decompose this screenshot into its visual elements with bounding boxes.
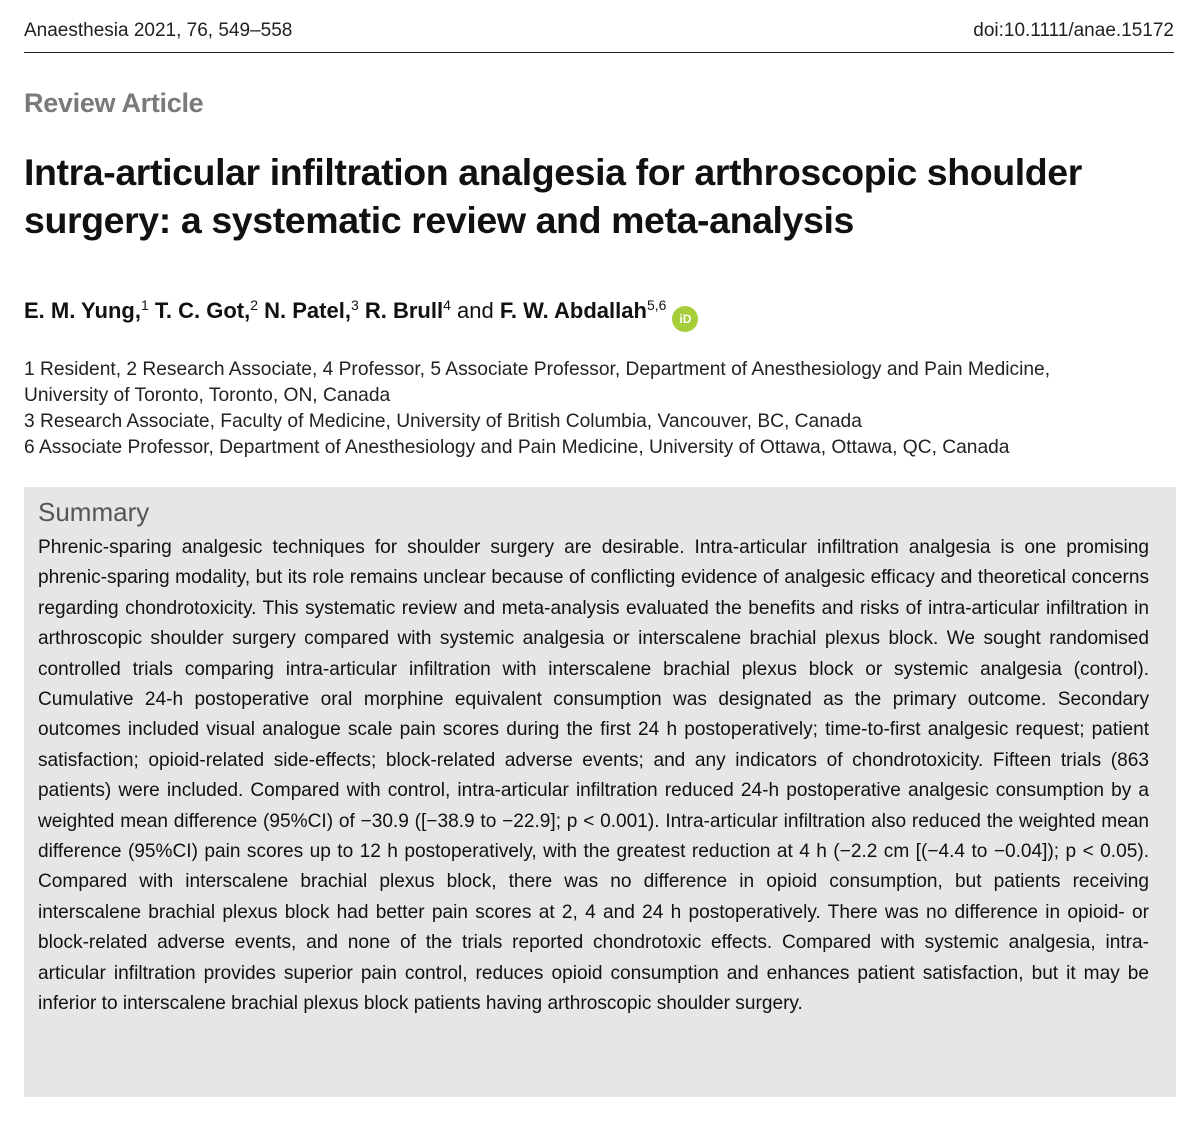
summary-heading: Summary xyxy=(38,497,150,527)
affiliation-line: 1 Resident, 2 Research Associate, 4 Professor, 5 Associate Professor, Department of Anesthesiology and Pain Medicine, xyxy=(24,359,1051,380)
author-affiliation-ref: 1 xyxy=(140,297,149,313)
author-name[interactable]: N. Patel, xyxy=(264,298,351,323)
author-affiliation-ref: 2 xyxy=(250,297,258,313)
affiliations xyxy=(24,357,1184,461)
affiliation-line: University of Toronto, Toronto, ON, Canada xyxy=(24,385,391,406)
author-list xyxy=(24,298,698,332)
author-name[interactable]: T. C. Got, xyxy=(154,298,251,323)
affiliation-line: 3 Research Associate, Faculty of Medicine, University of British Columbia, Vancouver, BC, Canada xyxy=(24,411,862,432)
author-connector: and xyxy=(457,298,494,323)
author-name[interactable]: E. M. Yung, xyxy=(24,298,141,323)
author-affiliation-ref: 5,6 xyxy=(646,297,667,313)
article-type-label: Review Article xyxy=(24,88,204,118)
author-name[interactable]: F. W. Abdallah xyxy=(499,298,647,323)
orcid-icon[interactable]: iD xyxy=(672,306,698,332)
journal-header xyxy=(24,20,1174,53)
article-title: Intra-articular infiltration analgesia for arthroscopic shoulder surgery: a systematic review and meta-analysis xyxy=(24,151,1082,241)
doi-link[interactable]: doi:10.1111/anae.15172 xyxy=(973,20,1174,41)
summary-box xyxy=(24,487,1176,1097)
affiliation-line: 6 Associate Professor, Department of Anesthesiology and Pain Medicine, University of Ottawa, Ottawa, QC, Canada xyxy=(24,437,1010,458)
author-affiliation-ref: 3 xyxy=(350,297,359,313)
author-affiliation-ref: 4 xyxy=(443,297,451,313)
summary-text: Phrenic-sparing analgesic techniques for shoulder surgery are desirable. Intra-articular infiltration analgesia is one promising phrenic-sparing modality, but its role remains unclear because of conflicting evidence of analgesic efficacy and theoretical concerns regarding chondrotoxicity. This systematic review and meta-analysis evaluated the benefits and risks of intra-articular infiltration in arthroscopic shoulder surgery compared with systemic analgesia or interscalene brachial plexus block. We sought randomised controlled trials comparing intra-articular infiltration with interscalene brachial plexus block or systemic analgesia (control). Cumulative 24-h postoperative oral morphine equivalent consumption was designated as the primary outcome. Secondary outcomes included visual analogue scale pain scores during the first 24 h postoperatively; time-to-first analgesic request; patient satisfaction; opioid-related side-effects; block-related adverse events; and any indicators of chondrotoxicity. Fifteen trials (863 patients) were included. Compared with control, intra-articular infiltration reduced 24-h postoperative analgesic consumption by a weighted mean difference (95%CI) of −30.9 ([−38.9 to −22.9]; p < 0.001). Intra-articular infiltration also reduced the weighted mean difference (95%CI) pain scores up to 12 h postoperatively, with the greatest reduction at 4 h (−2.2 cm [(−4.4 to −0.04]); p < 0.05). Compared with interscalene brachial plexus block, there was no difference in opioid consumption, but patients receiving interscalene brachial plexus block had better pain scores at 2, 4 and 24 h postoperatively. There was no difference in opioid- or block-related adverse events, and none of the trials reported chondrotoxic effects. Compared with systemic analgesia, intra-articular infiltration provides superior pain control, reduces opioid consumption and enhances patient satisfaction, but it may be inferior to interscalene brachial plexus block patients having arthroscopic shoulder surgery. xyxy=(38,537,1149,1015)
journal-citation: Anaesthesia 2021, 76, 549–558 xyxy=(24,20,293,41)
author-name[interactable]: R. Brull xyxy=(364,298,444,323)
